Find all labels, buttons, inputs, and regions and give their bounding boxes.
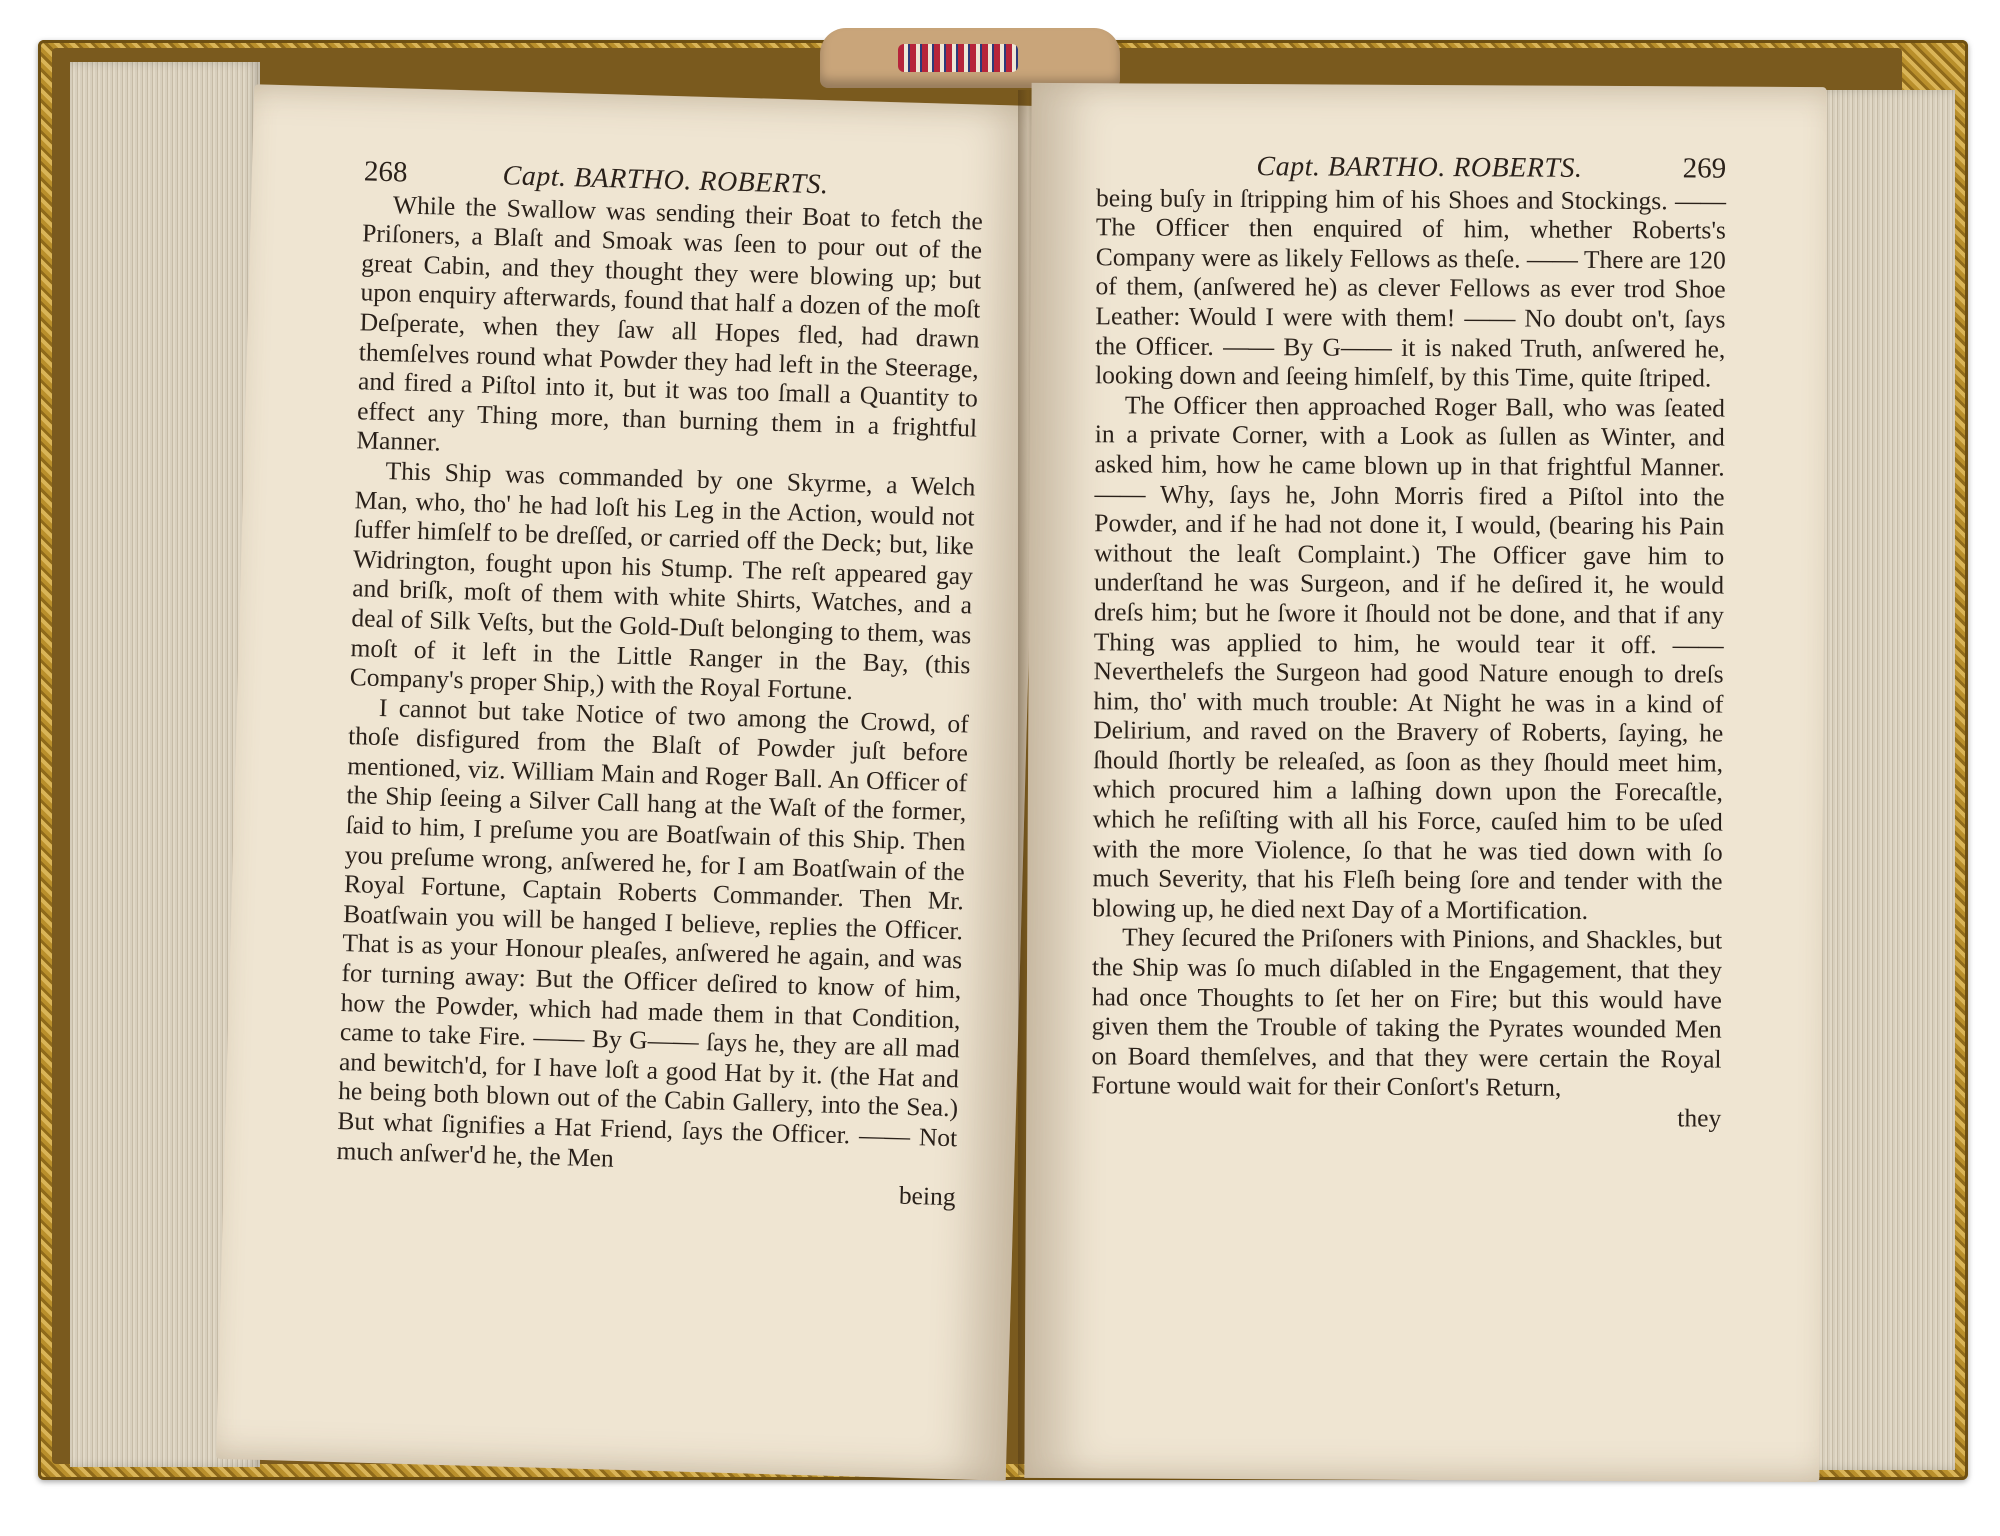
right-catchword: they xyxy=(1677,1103,1722,1133)
left-page-number: 268 xyxy=(363,155,408,189)
right-running-title: Capt. BARTHO. ROBERTS. xyxy=(1256,151,1583,184)
headband xyxy=(898,44,1018,72)
left-paragraph-1: While the Swallow was sending their Boat to fetch the Priſoners, a Blaſt and Smoak was ſeen to pour out of the great Cabin, and they thought they were blowing up; but upon enquiry afterwards, found that half a dozen of the moſt Deſperate, when they ſaw all Hopes fled, had drawn themſelves round what Powder they had left in the Steerage, and fired a Piſtol into it, but it was too ſmall a Quantity to effect any Thing more, than burning them in a frightful Manner. xyxy=(356,189,984,457)
left-page-text xyxy=(335,157,984,1212)
right-paragraph-3: They ſecured the Priſoners with Pinions, and Shackles, but the Ship was ſo much diſabled in the Engagement, that they had once Thoughts to ſet her on Fire; but this would have given them the Trouble of taking the Pyrates wounded Men on Board themſelves, and that they were certain the Royal Fortune would wait for their Conſort's Return, xyxy=(1091,922,1723,1103)
left-catchword: being xyxy=(898,1180,956,1212)
right-page-text xyxy=(1091,151,1726,1133)
left-running-title: Capt. BARTHO. ROBERTS. xyxy=(502,160,829,201)
right-paragraph-1: being buſy in ſtripping him of his Shoes and Stockings. —— The Officer then enquired of him, whether Roberts's Company were as likely Fellows as theſe. —— There are 120 of them, (anſwered he) as clever Fellows as ever trod Shoe Leather: Would I were with them! —— No doubt on't, ſays the Officer. —— By G—— it is naked Truth, anſwered he, looking down and ſeeing himſelf, by this Time, quite ſtriped. xyxy=(1095,182,1727,393)
right-running-head xyxy=(1096,151,1726,184)
left-page xyxy=(216,84,1044,1481)
left-paragraph-2: This Ship was commanded by one Skyrme, a Welch Man, who, tho' he had loſt his Leg in the Action, would not ſuffer himſelf to be dreſſed, or carried off the Deck; but, like Widrington, fought upon his Stump. The reſt appeared gay and briſk, moſt of them with white Shirts, Watches, and a deal of Silk Veſts, but the Gold-Duſt belonging to them, was moſt of it left in the Little Ranger in the Bay, (this Company's proper Ship,) with the Royal Fortune. xyxy=(349,455,976,706)
right-page xyxy=(1024,83,1826,1482)
right-page-number: 269 xyxy=(1682,152,1727,185)
right-paragraph-2: The Officer then approached Roger Ball, who was ſeated in a private Corner, with a Look as ſullen as Winter, and asked him, how he came blown up in that frightful Manner. —— Why, ſays he, John Morris fired a Piſtol into the Powder, and if he had not done it, I would, (bearing his Pain without the leaſt Complaint.) The Officer gave him to underſtand he was Surgeon, and if he deſired it, he would dreſs him; but he ſwore it ſhould not be done, and that if any Thing was applied to him, he would tear it off. —— Neverthelefs the Surgeon had good Nature enough to dreſs him, tho' with much trouble: At Night he was in a kind of Delirium, and raved on the Bravery of Roberts, ſaying, he ſhould ſhortly be releaſed, as ſoon as they ſhould meet him, which procured him a laſhing down upon the Forecaſtle, which he reſiſting with all his Force, cauſed him to be uſed with the more Violence, ſo that he was tied down with ſo much Severity, that his Fleſh being ſore and tender with the blowing up, he died next Day of a Mortification. xyxy=(1092,390,1726,925)
left-paragraph-3: I cannot but take Notice of two among the Crowd, of thoſe disfigured from the Blaſt of Powder juſt before mentioned, viz. William Main and Roger Ball. An Officer of the Ship ſeeing a Silver Call hang at the Waſt of the former, ſaid to him, I preſume you are Boatſwain of this Ship. Then you preſume wrong, anſwered he, for I am Boatſwain of the Royal Fortune, Captain Roberts Commander. Then Mr. Boatſwain you will be hanged I believe, replies the Officer. That is as your Honour pleaſes, anſwered he again, and was for turning away: But the Officer deſired to know of him, how the Powder, which had made them in that Condition, came to take Fire. —— By G—— ſays he, they are all mad and bewitch'd, for I have loſt a good Hat by it. (the Hat and he being both blown out of the Cabin Gallery, into the Sea.) But what ſignifies a Hat Friend, ſays the Officer. —— Not much anſwer'd he, the Men xyxy=(336,692,970,1173)
